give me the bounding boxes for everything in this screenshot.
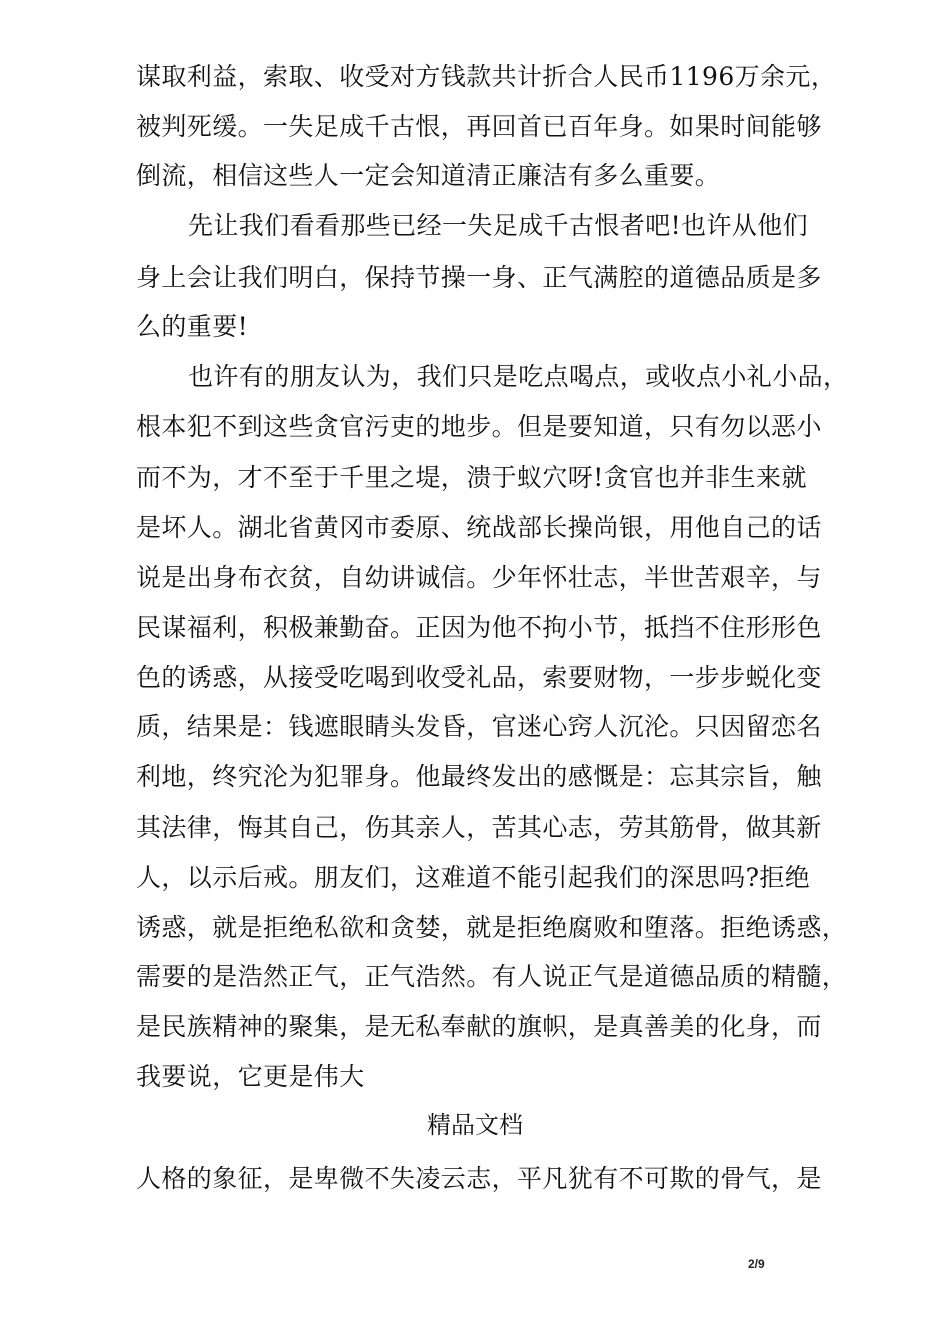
text-line-11: 说是出身布衣贫，自幼讲诚信。少年怀壮志，半世苦艰辛，与 bbox=[136, 563, 822, 592]
text-line-1: 谋取利益，索取、收受对方钱款共计折合人民币1196万余元， bbox=[136, 62, 837, 91]
continuation-line: 人格的象征，是卑微不失凌云志，平凡犹有不可欺的骨气，是 bbox=[136, 1164, 822, 1193]
text-line-13: 色的诱惑，从接受吃喝到收受礼品，索要财物，一步步蜕化变 bbox=[136, 663, 822, 692]
text-line-14: 质，结果是：钱遮眼睛头发昏，官迷心窍人沉沦。只因留恋名 bbox=[136, 712, 822, 741]
text-line-19: 需要的是浩然正气，正气浩然。有人说正气是道德品质的精髓， bbox=[136, 962, 848, 991]
text-line-5: 身上会让我们明白，保持节操一身、正气满腔的道德品质是多 bbox=[136, 263, 822, 292]
text-line-15: 利地，终究沦为犯罪身。他最终发出的感慨是：忘其宗旨，触 bbox=[136, 762, 822, 791]
text-line-18: 诱惑，就是拒绝私欲和贪婪，就是拒绝腐败和堕落。拒绝诱惑， bbox=[136, 913, 848, 942]
text-line-8: 根本犯不到这些贪官污吏的地步。但是要知道，只有勿以恶小 bbox=[136, 412, 822, 441]
text-line-16: 其法律，悔其自己，伤其亲人，苦其心志，劳其筋骨，做其新 bbox=[136, 813, 822, 842]
text-line-21: 我要说，它更是伟大 bbox=[136, 1062, 365, 1091]
page-number: 2/9 bbox=[748, 1257, 765, 1271]
text-line-20: 是民族精神的聚集，是无私奉献的旗帜，是真善美的化身，而 bbox=[136, 1012, 822, 1041]
text-line-17: 人，以示后戒。朋友们，这难道不能引起我们的深思吗?拒绝 bbox=[136, 863, 811, 892]
footer-title: 精品文档 bbox=[427, 1111, 523, 1139]
text-line-4: 先让我们看看那些已经一失足成千古恨者吧!也许从他们 bbox=[188, 211, 809, 240]
text-line-7: 也许有的朋友认为，我们只是吃点喝点，或收点小礼小品， bbox=[188, 362, 849, 391]
text-line-10: 是坏人。湖北省黄冈市委原、统战部长操尚银，用他自己的话 bbox=[136, 513, 822, 542]
text-line-2: 被判死缓。一失足成千古恨，再回首已百年身。如果时间能够 bbox=[136, 112, 822, 141]
text-line-6: 么的重要! bbox=[136, 312, 249, 341]
text-line-12: 民谋福利，积极兼勤奋。正因为他不拘小节，抵挡不住形形色 bbox=[136, 613, 822, 642]
text-line-3: 倒流，相信这些人一定会知道清正廉洁有多么重要。 bbox=[136, 161, 721, 190]
text-line-9: 而不为，才不至于千里之堤，溃于蚁穴呀!贪官也并非生来就 bbox=[136, 463, 807, 492]
